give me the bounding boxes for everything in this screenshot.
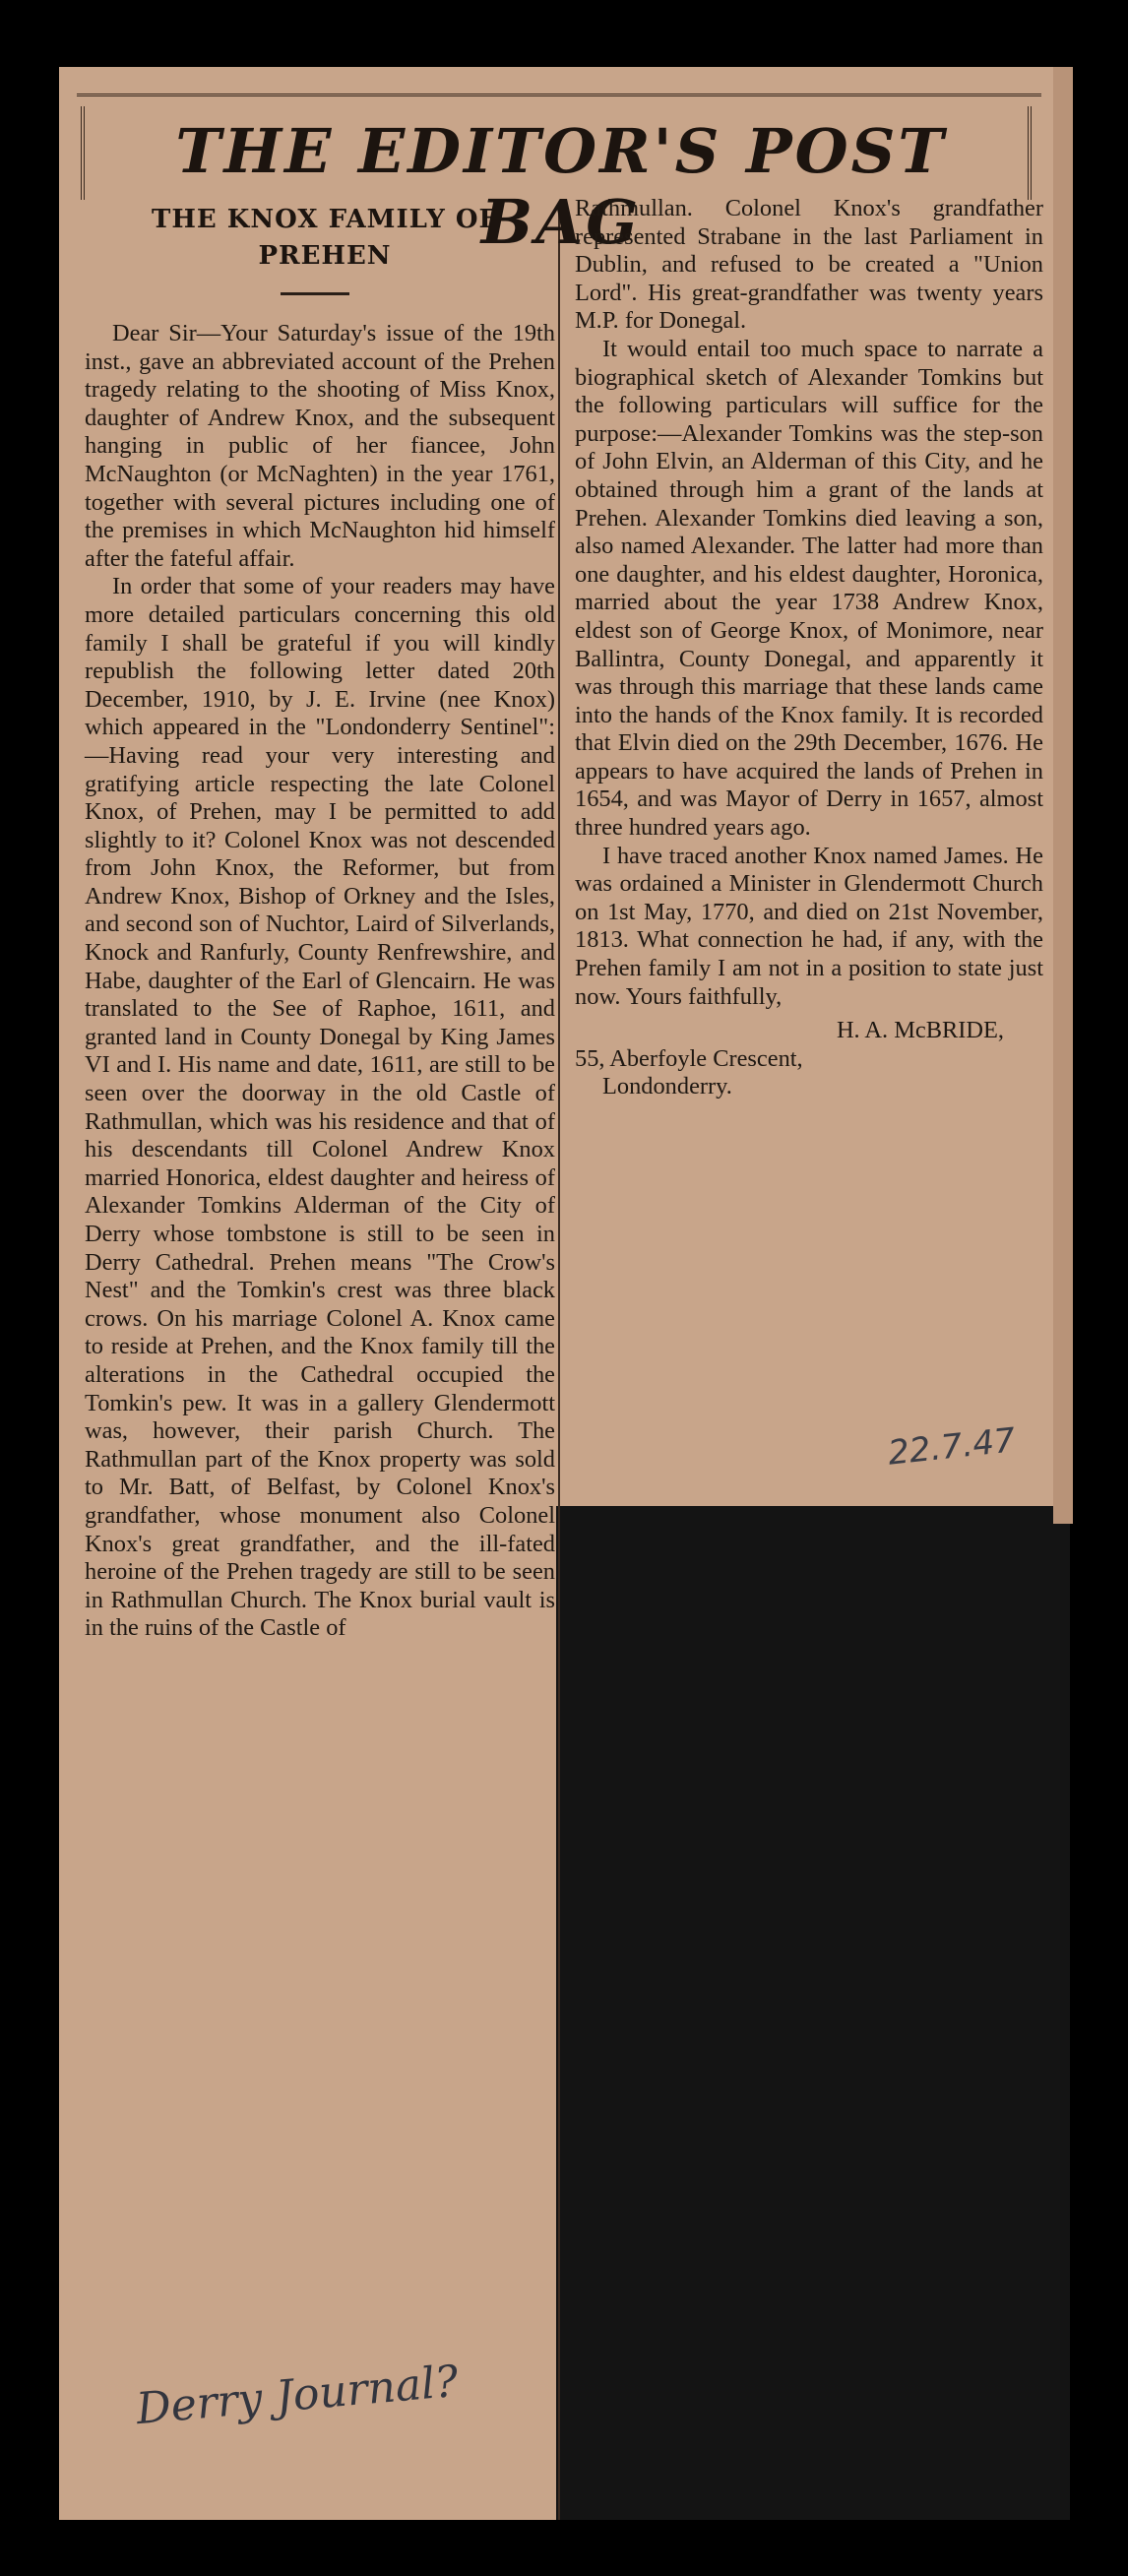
masthead-top-rule xyxy=(77,94,1041,96)
headline-rule xyxy=(281,292,349,295)
signature: H. A. McBRIDE, xyxy=(836,1017,1004,1044)
dark-background-area xyxy=(556,1506,1070,2520)
paragraph-3: Rathmullan. Colonel Knox's grandfather represented Strabane in the last Parliament in Dublin, and refused to be created a "Union Lord". His great-grandfather was twenty years M.P. for Donegal. xyxy=(575,195,1043,335)
headline-line-1: THE KNOX FAMILY OF xyxy=(152,205,498,234)
headline-line-2: PREHEN xyxy=(258,241,392,271)
paragraph-5: I have traced another Knox named James. He was ordained a Minister in Glendermott Church on 1st May, 1770, and died on 21st November, 1813. What connection he had, if any, with the Prehen family I am not in a position to state just now. Yours faithfully, xyxy=(575,842,1043,1010)
adjacent-clipping-edge xyxy=(1053,67,1073,1524)
paragraph-4: It would entail too much space to narrate a biographical sketch of Alexander Tomkins but the following particulars will suffice for the purpose:—Alexander Tomkins was the step-son of John Elvin, an Alderman of this City, and he obtained through him a grant of the lands at Prehen. Alexander Tomkins died leaving a son, also named Alexander. The latter had more than one daughter, and his eldest daughter, Horonica, married about the year 1738 Andrew Knox, eldest son of George Knox, of Monimore, near Ballintra, County Donegal, and apparently it was through this marriage that these lands came into the hands of the Knox family. It is recorded that Elvin died on the 29th December, 1676. He appears to have acquired the lands of Prehen in 1654, and was Mayor of Derry in 1657, almost three hundred years ago. xyxy=(575,335,1043,842)
address-line-1: 55, Aberfoyle Crescent, xyxy=(575,1044,803,1072)
right-column xyxy=(575,195,1043,1101)
left-column xyxy=(85,320,555,1643)
masthead-left-rule xyxy=(81,106,85,200)
address-line-2: Londonderry. xyxy=(602,1073,732,1100)
column-divider xyxy=(558,207,560,2520)
paragraph-1: Dear Sir—Your Saturday's issue of the 19th inst., gave an abbreviated account of the Prehen tragedy relating to the shooting of Miss Knox, daughter of Andrew Knox, and the subsequent hanging in public of her fiancee, John McNaughton (or McNaghten) in the year 1761, together with several pictures including one of the premises in which McNaughton hid himself after the fateful affair. xyxy=(85,320,555,572)
handwritten-source-note: Derry Journal? xyxy=(134,2356,461,2435)
masthead-title: THE EDITOR'S POST BAG xyxy=(175,115,947,258)
handwritten-date: 22.7.47 xyxy=(886,1420,1018,1474)
paragraph-2: In order that some of your readers may have more detailed particulars concerning this old family I shall be grateful if you will kindly republish the following letter dated 20th December, 1910, by J. E. Irvine (nee Knox) which appeared in the "Londonderry Sentinel":—Having read your very interesting and gratifying article respecting the late Colonel Knox, of Prehen, may I be permitted to add slightly to it? Colonel Knox was not descended from John Knox, the Reformer, but from Andrew Knox, Bishop of Orkney and the Isles, and second son of Nuchtor, Laird of Silverlands, Knock and Ranfurly, County Renfrewshire, and Habe, daughter of the Earl of Glencairn. He was translated to the See of Raphoe, 1611, and granted land in County Donegal by King James VI and I. His name and date, 1611, are still to be seen over the doorway in the old Castle of Rathmullan, which was his residence and that of his descendants till Colonel Andrew Knox married Honorica, eldest daughter and heiress of Alexander Tomkins Alderman of the City of Derry whose tombstone is still to be seen in Derry Cathedral. Prehen means "The Crow's Nest" and the Tomkin's crest was three black crows. On his marriage Colonel A. Knox came to reside at Prehen, and the Knox family till the alterations in the Cathedral occupied the Tomkin's pew. It was in a gallery Glendermott was, however, their parish Church. The Rathmullan part of the Knox property was sold to Mr. Batt, of Belfast, by Colonel Knox's grandfather, whose monument also Colonel Knox's great grandfather, and the ill-fated heroine of the Prehen tragedy are still to be seen in Rathmullan Church. The Knox burial vault is in the ruins of the Castle of xyxy=(85,573,555,1642)
article-headline xyxy=(108,202,541,275)
masthead-right-rule xyxy=(1028,106,1032,200)
clipping-paper-bottom xyxy=(59,1506,556,2520)
